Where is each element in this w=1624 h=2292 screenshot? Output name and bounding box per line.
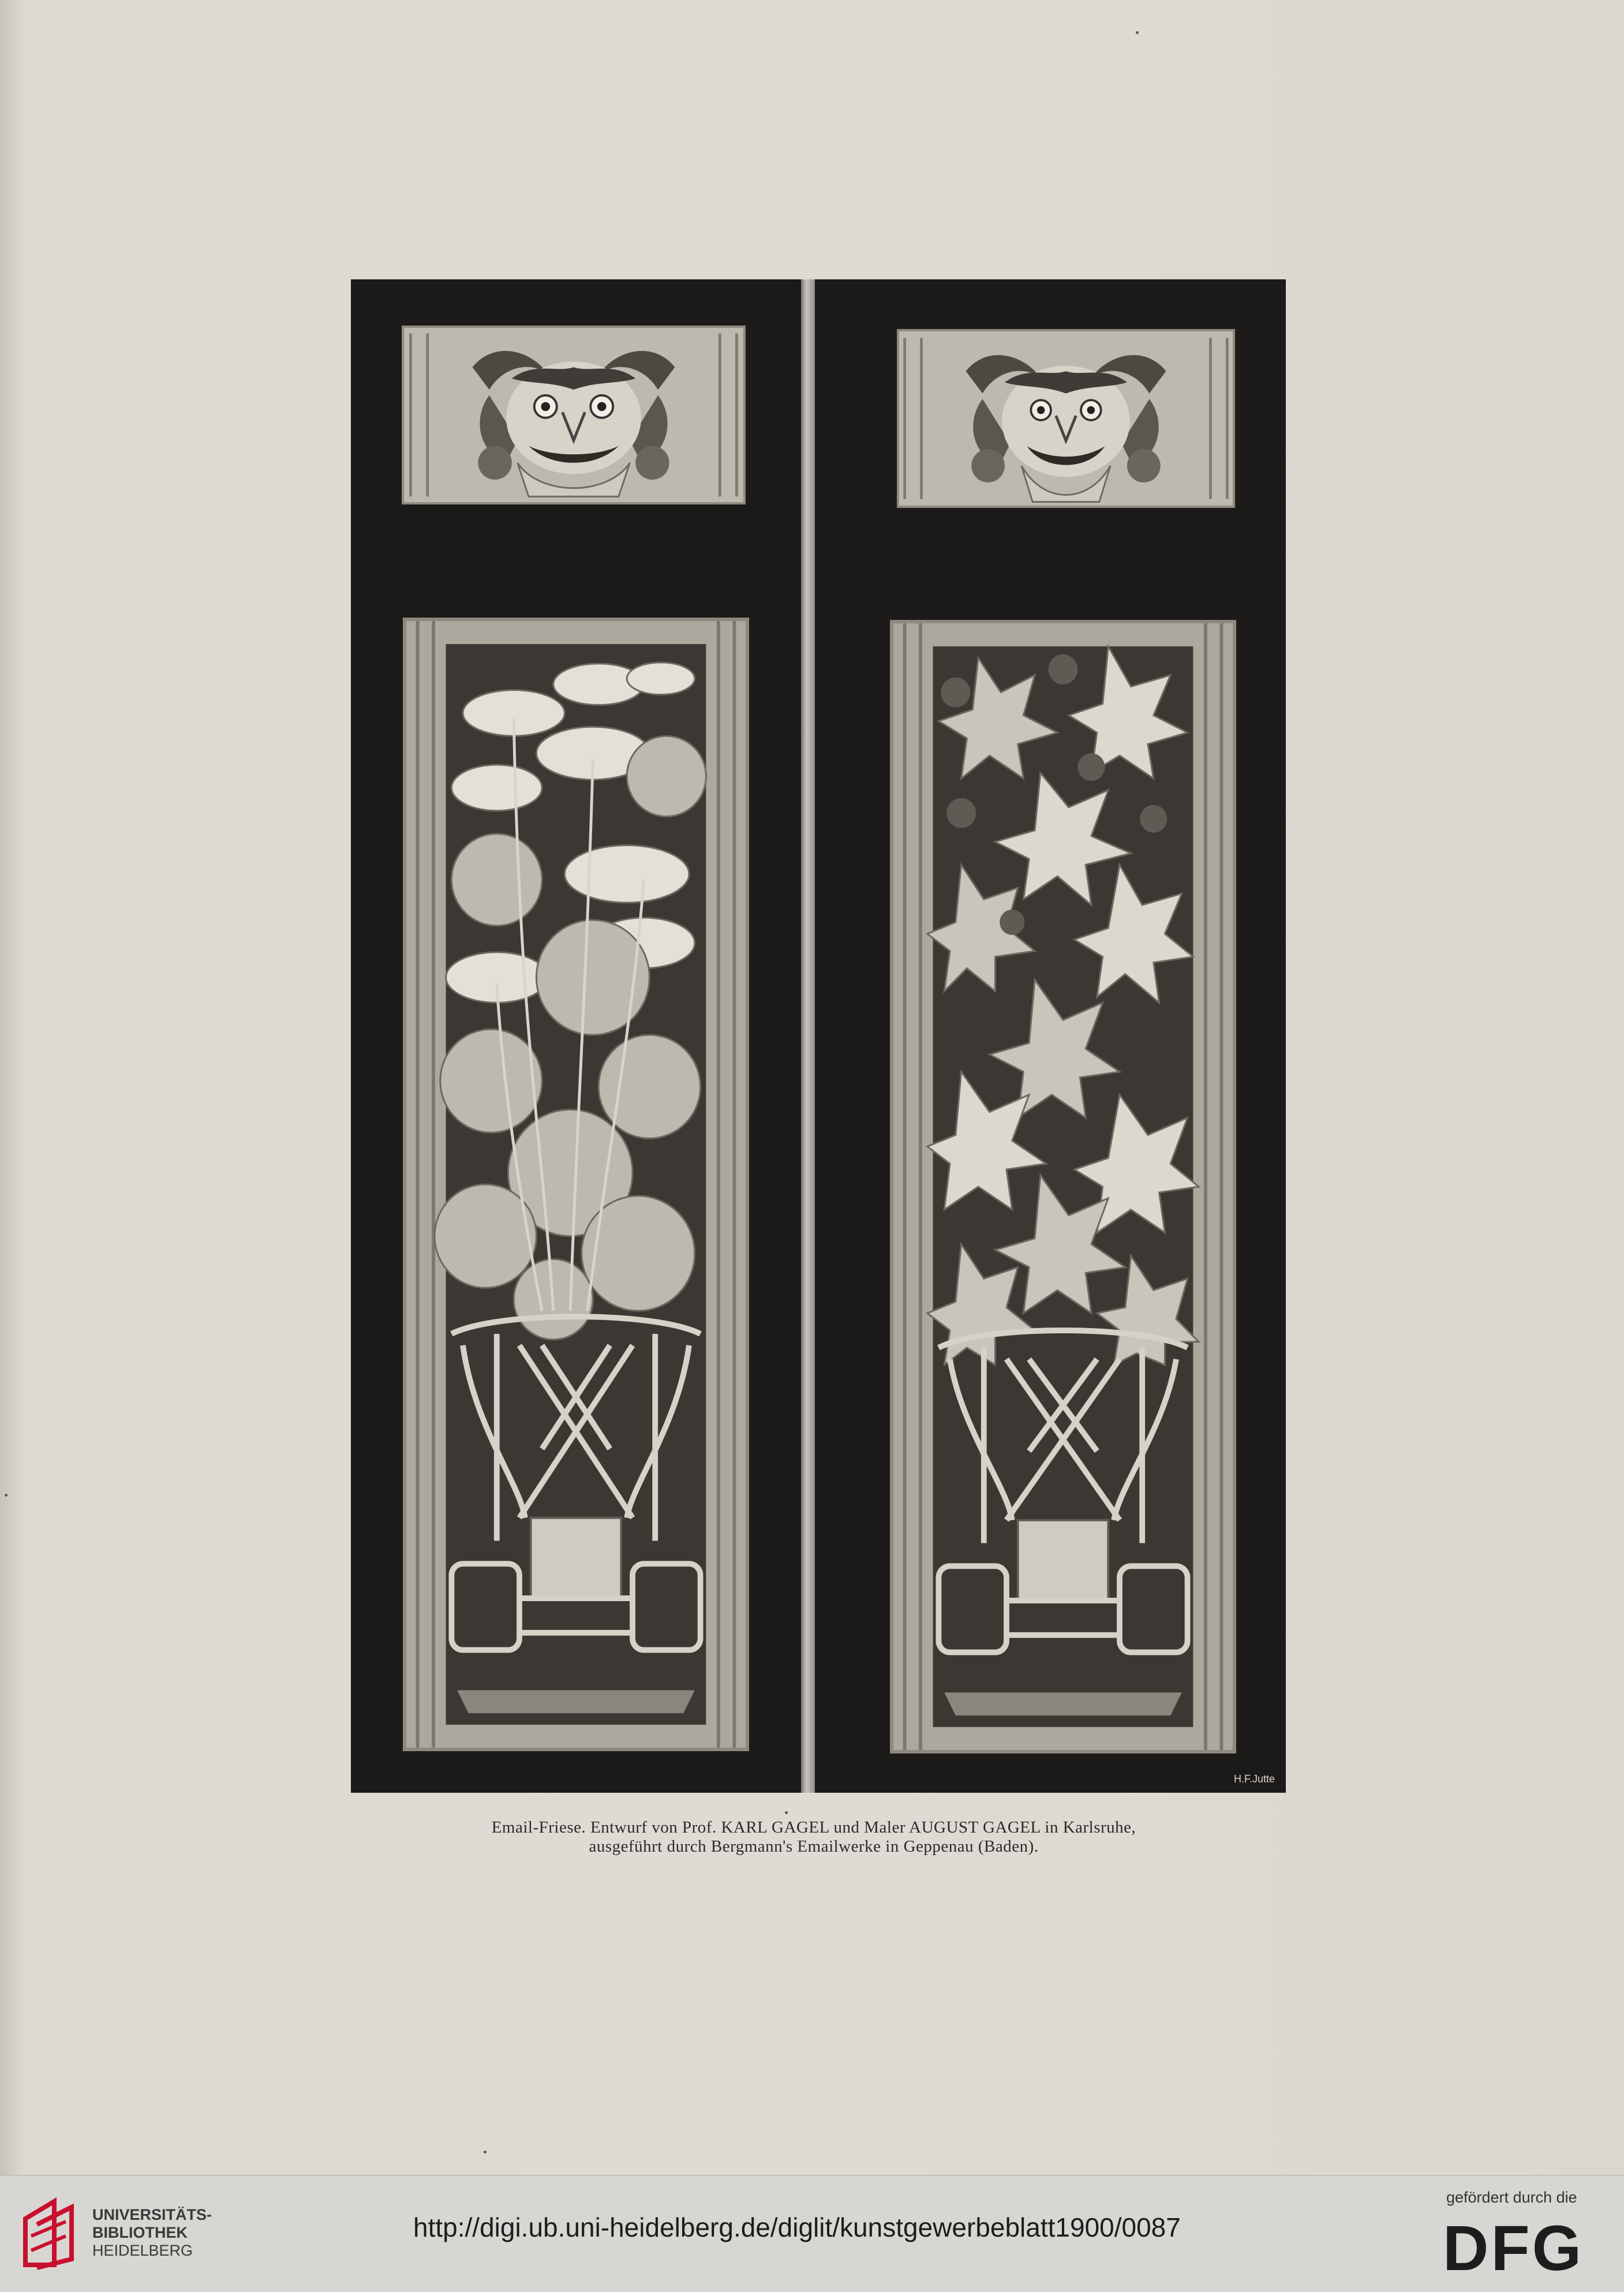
grotesque-mask-illustration [404,328,743,502]
plate-caption [439,1818,1189,1856]
university-library-logo-icon [20,2196,80,2271]
foliage-vase-illustration [893,623,1233,1750]
library-name-line: UNIVERSITÄTS- [92,2206,212,2223]
right-foliage-panel [890,620,1236,1753]
library-name-line: HEIDELBERG [92,2242,193,2259]
caption-line-2: ausgeführt durch Bergmann's Emailwerke in Geppenau (Baden). [589,1837,1039,1856]
right-mask-panel [897,329,1235,508]
dfg-logo: DFG [1443,2213,1584,2284]
enamel-frieze-plate [351,279,1286,1793]
caption-line-1: Email-Friese. Entwurf von Prof. KARL GAGEL und Maler AUGUST GAGEL in Karlsruhe, [491,1818,1136,1837]
floral-vase-illustration [406,621,746,1748]
library-name-line: BIBLIOTHEK [92,2224,188,2241]
funder-label: gefördert durch die [1446,2189,1577,2206]
digitization-footer [0,2175,1624,2292]
artist-signature: H.F.Jutte [1234,1773,1275,1785]
left-floral-panel [403,618,749,1751]
university-library-name [92,2206,212,2260]
left-mask-panel [402,326,746,504]
center-mullion [801,279,815,1793]
grotesque-mask-illustration [899,331,1233,506]
digital-object-url[interactable]: http://digi.ub.uni-heidelberg.de/diglit/kunstgewerbeblatt1900/0087 [413,2212,1181,2242]
